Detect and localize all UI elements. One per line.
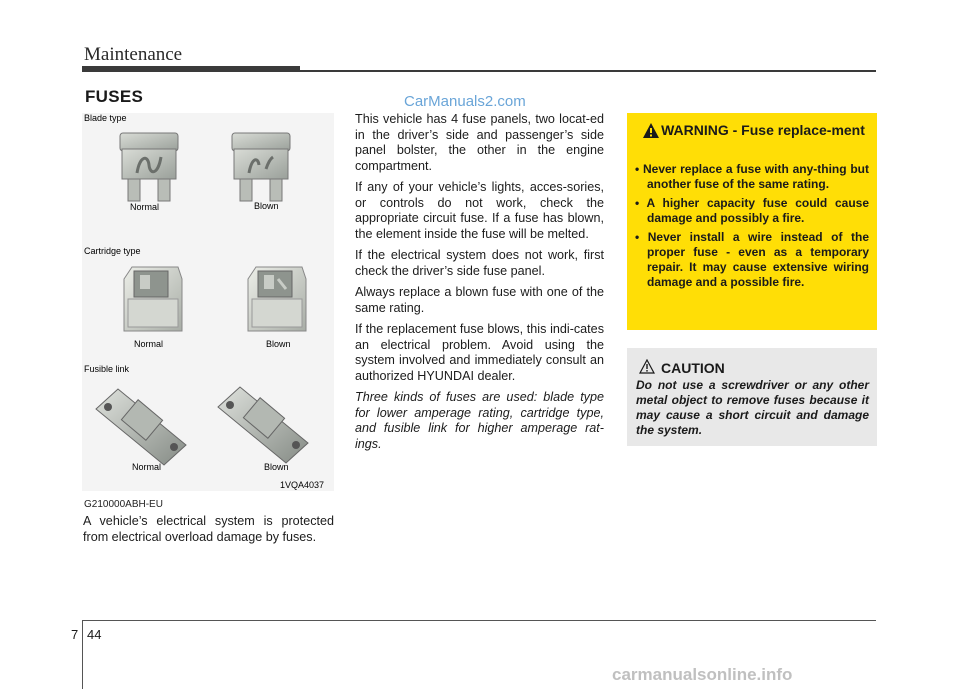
warning-item: • Never install a wire instead of the proper fuse - even as a temporary repair. It may cause extensive wiring damage and a possible fire. xyxy=(635,230,869,289)
cartridge-blown-label: Blown xyxy=(266,339,291,349)
warning-item: • A higher capacity fuse could cause damage and possibly a fire. xyxy=(635,196,869,225)
fuse-figure xyxy=(82,113,334,491)
watermark-bottom: carmanualsonline.info xyxy=(612,665,793,684)
blade-blown-label: Blown xyxy=(254,201,279,211)
fusible-link-label: Fusible link xyxy=(84,364,130,374)
header-section-title: Maintenance xyxy=(84,44,183,65)
blade-fuse-normal xyxy=(120,133,178,201)
paragraph-replacement-blows: If the replacement fuse blows, this indi-cates an electrical problem. Avoid using the system involved and immediately consult an authorized HYUNDAI dealer. xyxy=(355,322,604,383)
chapter-number: 7 xyxy=(71,627,79,642)
footer-rule xyxy=(82,620,876,621)
fusible-blown-label: Blown xyxy=(264,462,289,472)
paragraph-fuse-panels: This vehicle has 4 fuse panels, two locat-ed in the driver’s side and passenger’s side panel bolster, the other in the engine compartment. xyxy=(355,112,604,173)
warning-title: WARNING - Fuse replace-ment xyxy=(661,122,865,138)
fusible-normal-label: Normal xyxy=(132,462,162,472)
page-title: FUSES xyxy=(85,87,144,106)
blade-fuse-blown xyxy=(232,133,290,201)
caution-box xyxy=(627,348,877,446)
fusible-link-normal xyxy=(96,389,186,465)
paragraph-check-fuse: If any of your vehicle’s lights, acces-sories, or controls do not work, check the appropriate circuit fuse. If a fuse has blown, the element inside the fuse will be melted. xyxy=(355,180,604,241)
cartridge-type-label: Cartridge type xyxy=(84,246,141,256)
fusible-link-blown xyxy=(218,387,308,463)
intro-paragraph: A vehicle’s electrical system is protected from electrical overload damage by fuses. xyxy=(83,514,334,544)
paragraph-same-rating: Always replace a blown fuse with one of the same rating. xyxy=(355,285,604,315)
fuse-figure-illustration xyxy=(82,113,334,491)
warning-item: • Never replace a fuse with any-thing but another fuse of the same rating. xyxy=(635,162,869,191)
paragraph-driver-panel: If the electrical system does not work, first check the driver’s side fuse panel. xyxy=(355,248,604,278)
cartridge-fuse-normal xyxy=(124,267,182,331)
caution-triangle-icon xyxy=(639,359,655,374)
caution-text: Do not use a screwdriver or any other metal object to remove fuses because it may cause a short circuit and damage the system. xyxy=(636,378,869,437)
header-rule-thick xyxy=(82,66,300,72)
body-text-column xyxy=(355,112,604,458)
warning-box xyxy=(627,113,877,330)
page-number: 44 xyxy=(87,627,102,642)
cartridge-fuse-blown xyxy=(248,267,306,331)
reference-code: G210000ABH-EU xyxy=(84,499,163,510)
caution-title: CAUTION xyxy=(661,360,725,376)
header-rule-thin xyxy=(300,70,876,72)
blade-normal-label: Normal xyxy=(130,202,160,212)
blade-type-label: Blade type xyxy=(84,113,127,123)
footer-divider xyxy=(82,620,83,689)
warning-list xyxy=(635,162,869,294)
cartridge-normal-label: Normal xyxy=(134,339,164,349)
paragraph-fuse-kinds: Three kinds of fuses are used: blade type for lower amperage rating, cartridge type, and fusible link for higher amperage rat-ings. xyxy=(355,390,604,451)
watermark-top: CarManuals2.com xyxy=(404,93,526,110)
figure-code: 1VQA4037 xyxy=(280,480,325,490)
